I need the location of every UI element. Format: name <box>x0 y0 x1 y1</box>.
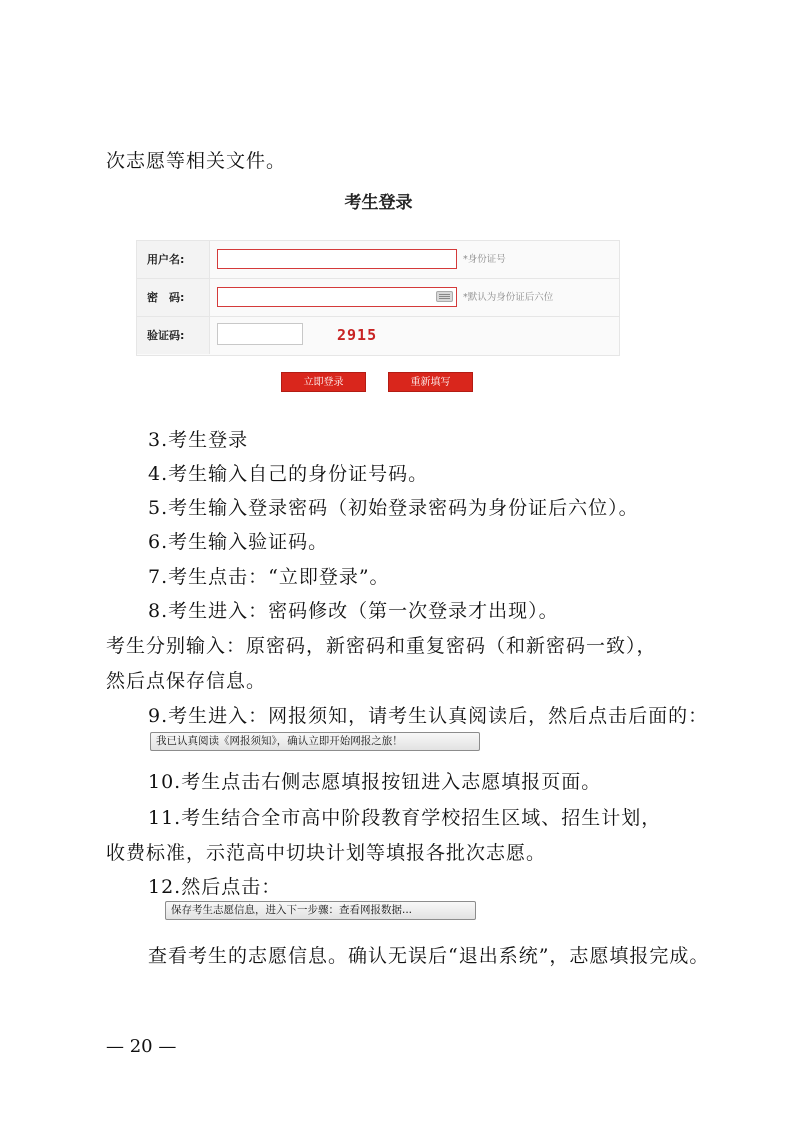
step-11: 11.考生结合全市高中阶段教育学校招生区域、招生计划， <box>148 807 662 829</box>
captcha-label: 验证码: <box>137 317 210 354</box>
step-5: 5.考生输入登录密码（初始登录密码为身份证后六位）。 <box>148 497 639 519</box>
step-4: 4.考生输入自己的身份证号码。 <box>148 463 429 485</box>
step-12: 12.然后点击： <box>148 876 282 898</box>
username-row <box>137 241 619 279</box>
username-hint: *身份证号 <box>463 254 506 265</box>
step-6: 6.考生输入验证码。 <box>148 531 329 553</box>
login-button[interactable]: 立即登录 <box>281 372 366 392</box>
step-10: 10.考生点击右侧志愿填报按钮进入志愿填报页面。 <box>148 771 602 793</box>
intro-text: 次志愿等相关文件。 <box>106 150 287 172</box>
password-hint: *默认为身份证后六位 <box>463 292 554 303</box>
login-form <box>136 240 620 356</box>
step-8: 8.考生进入：密码修改（第一次登录才出现）。 <box>148 600 559 622</box>
step-9: 9.考生进入：网报须知，请考生认真阅读后，然后点击后面的： <box>148 705 709 727</box>
password-input[interactable] <box>217 287 457 307</box>
save-next-button[interactable]: 保存考生志愿信息，进入下一步骤：查看网报数据... <box>165 901 476 920</box>
password-row <box>137 279 619 317</box>
step-7: 7.考生点击：“立即登录”。 <box>148 566 390 588</box>
final-step: 查看考生的志愿信息。确认无误后“退出系统”，志愿填报完成。 <box>148 945 710 967</box>
captcha-input[interactable] <box>217 323 303 345</box>
step-8-detail: 考生分别输入：原密码，新密码和重复密码（和新密码一致）， <box>106 635 657 657</box>
step-11-cont: 收费标准，示范高中切块计划等填报各批次志愿。 <box>106 842 547 864</box>
agree-button[interactable]: 我已认真阅读《网报须知》，确认立即开始网报之旅！ <box>150 732 480 751</box>
username-label: 用户名: <box>137 241 210 278</box>
captcha-row <box>137 317 619 354</box>
keyboard-icon[interactable] <box>436 291 453 302</box>
reset-button[interactable]: 重新填写 <box>388 372 473 392</box>
step-8-detail-cont: 然后点保存信息。 <box>106 670 267 692</box>
username-input[interactable] <box>217 249 457 269</box>
captcha-image[interactable]: 2915 <box>337 326 378 344</box>
password-label: 密 码: <box>137 279 210 316</box>
step-3: 3.考生登录 <box>148 429 249 451</box>
login-panel-title: 考生登录 <box>344 193 413 213</box>
page-number: — 20 — <box>106 1036 177 1057</box>
